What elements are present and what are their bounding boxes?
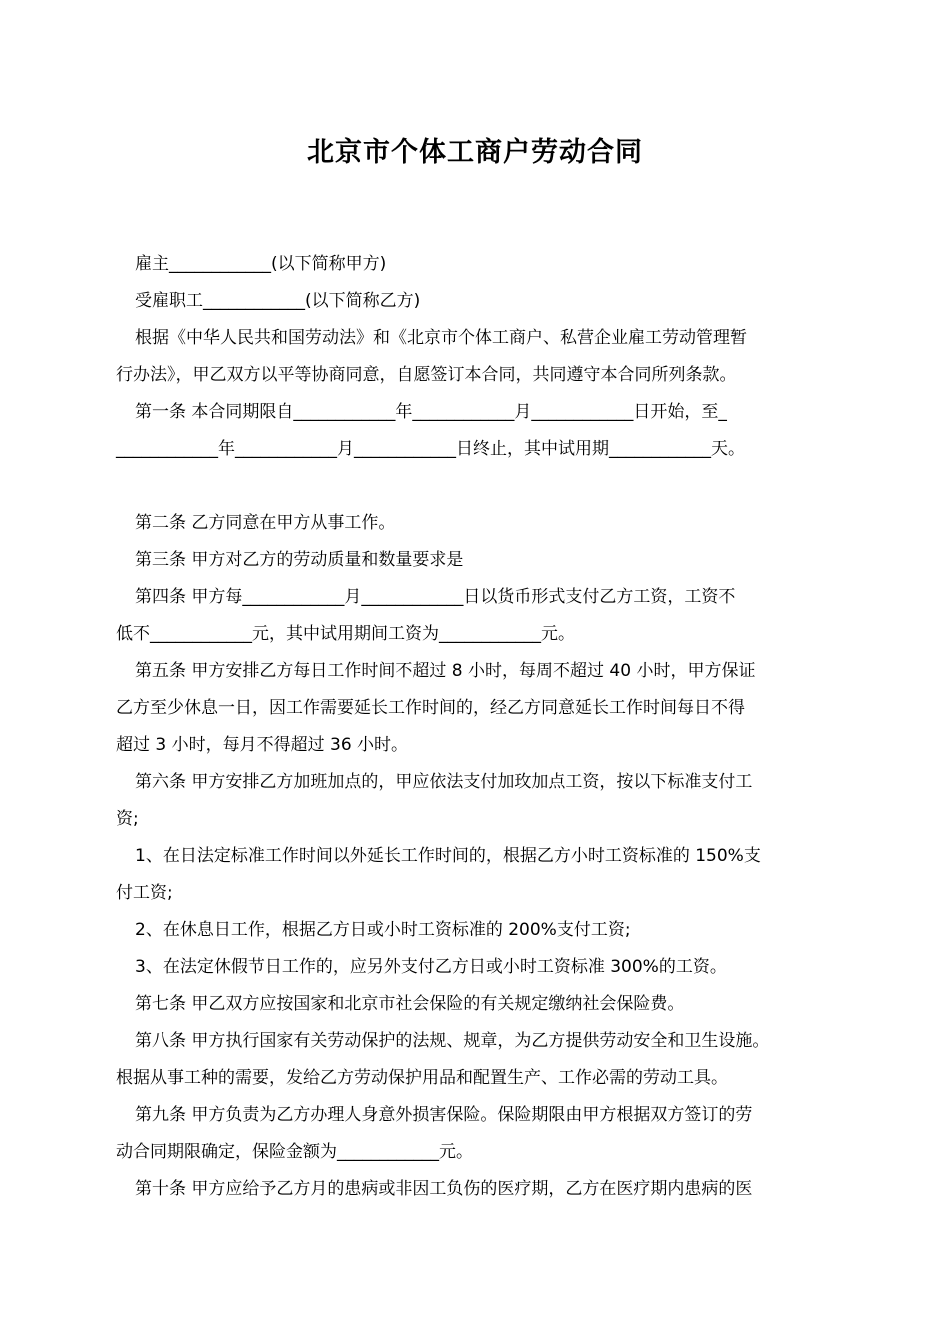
article-3: 第三条 甲方对乙方的劳动质量和数量要求是	[135, 550, 464, 570]
employer-line: 雇主____________(以下简称甲方)	[135, 254, 387, 274]
article-8-line-2: 根据从事工种的需要，发给乙方劳动保护用品和配置生产、工作必需的劳动工具。	[116, 1068, 728, 1088]
article-8-line-1: 第八条 甲方执行国家有关劳动保护的法规、规章，为乙方提供劳动安全和卫生设施。	[135, 1031, 770, 1051]
preamble-line-1: 根据《中华人民共和国劳动法》和《北京市个体工商户、私营企业雇工劳动管理暂	[135, 328, 747, 348]
article-7: 第七条 甲乙双方应按国家和北京市社会保险的有关规定缴纳社会保险费。	[135, 994, 685, 1014]
document-body	[116, 246, 844, 1208]
article-6-item-1-line-1: 1、在日法定标准工作时间以外延长工作时间的，根据乙方小时工资标准的 150%支	[135, 846, 761, 866]
article-5-line-3: 超过 3 小时，每月不得超过 36 小时。	[116, 735, 409, 755]
article-6-item-3: 3、在法定休假节日工作的，应另外支付乙方日或小时工资标准 300%的工资。	[135, 957, 727, 977]
article-9-line-1: 第九条 甲方负责为乙方办理人身意外损害保险。保险期限由甲方根据双方签订的劳	[135, 1105, 753, 1125]
article-5-line-1: 第五条 甲方安排乙方每日工作时间不超过 8 小时，每周不超过 40 小时，甲方保证	[135, 661, 756, 681]
article-4-line-2: 低不____________元，其中试用期间工资为____________元。	[116, 624, 575, 644]
article-1-line-2: ____________年____________月____________日终止，其中试用期____________天。	[116, 439, 745, 459]
article-6-item-2: 2、在休息日工作，根据乙方日或小时工资标准的 200%支付工资;	[135, 920, 631, 940]
article-6-item-1-line-2: 付工资;	[116, 883, 173, 903]
article-2: 第二条 乙方同意在甲方从事工作。	[135, 513, 396, 533]
article-5-line-2: 乙方至少休息一日，因工作需要延长工作时间的，经乙方同意延长工作时间每日不得	[116, 698, 745, 718]
article-6-line-1: 第六条 甲方安排乙方加班加点的，甲应依法支付加玫加点工资，按以下标准支付工	[135, 772, 753, 792]
document-title: 北京市个体工商户劳动合同	[307, 137, 643, 168]
blank-line	[116, 468, 844, 505]
employee-line: 受雇职工____________(以下简称乙方)	[135, 291, 421, 311]
article-4-line-1: 第四条 甲方每____________月____________日以货币形式支付乙方工资，工资不	[135, 587, 736, 607]
article-1-line-1: 第一条 本合同期限自____________年____________月____________日开始，至_	[135, 402, 727, 422]
article-9-line-2: 动合同期限确定，保险金额为____________元。	[116, 1142, 473, 1162]
preamble-line-2: 行办法》，甲乙双方以平等协商同意，自愿签订本合同，共同遵守本合同所列条款。	[116, 365, 737, 385]
article-10-line-1: 第十条 甲方应给予乙方月的患病或非因工负伤的医疗期，乙方在医疗期内患病的医	[135, 1179, 753, 1199]
article-6-line-2: 资;	[116, 809, 139, 829]
